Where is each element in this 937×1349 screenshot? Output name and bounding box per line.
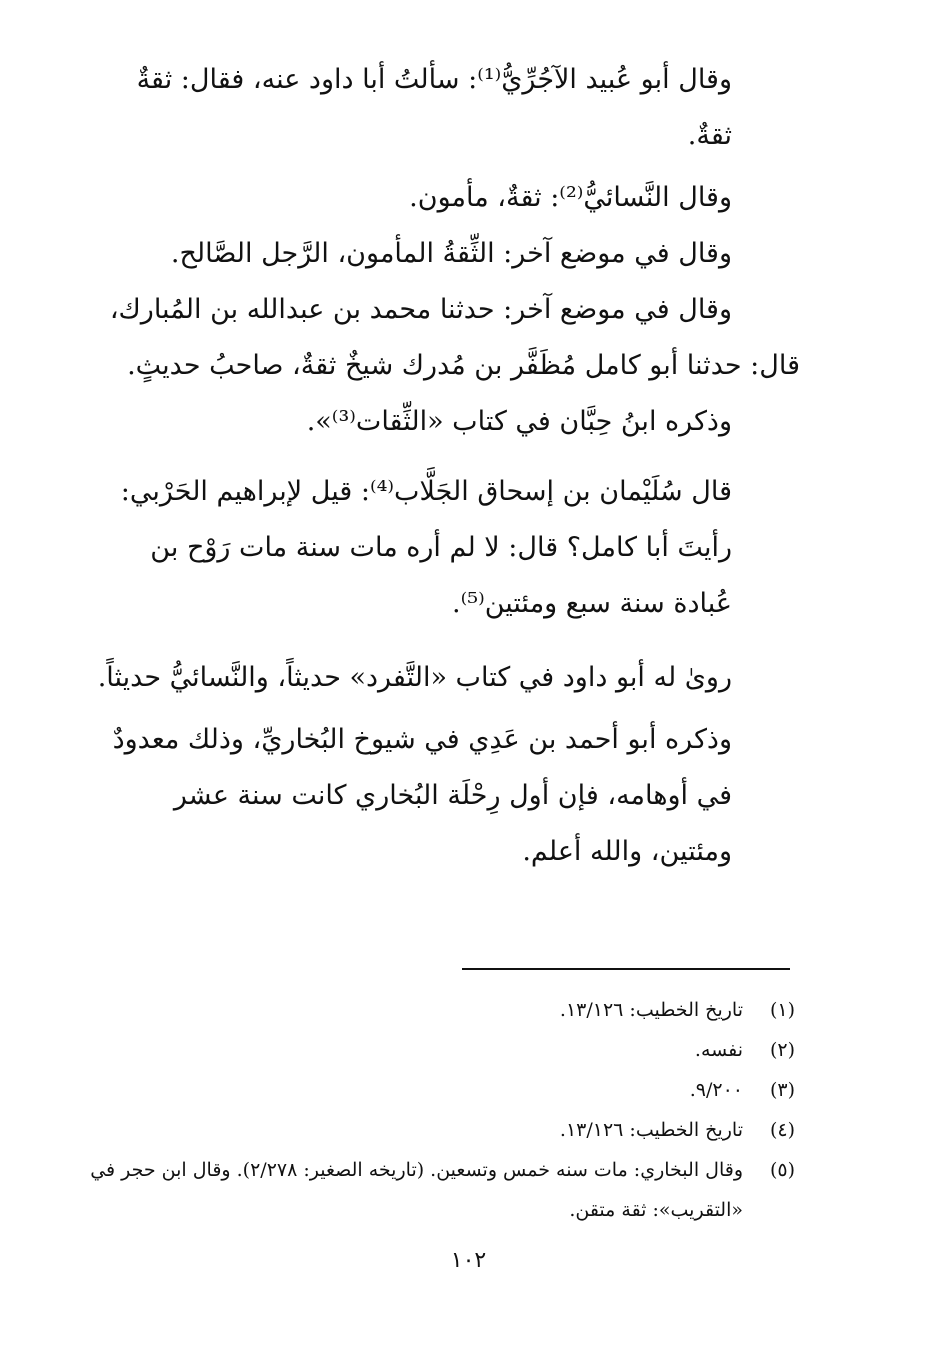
footnote-number: (١) (769, 999, 795, 1021)
footnote-3 (80, 1070, 795, 1110)
paragraph-ibn-hibban: وذكره ابنُ حِبَّان في كتاب «الثِّقات⁽³⁾». (306, 406, 732, 437)
footnote-number: (٣) (769, 1079, 795, 1101)
footnote-4 (80, 1110, 795, 1150)
paragraph-abu-dawud: روىٰ له أبو داود في كتاب «التَّفرد» حديثاً، والنَّسائيُّ حديثاً. (97, 662, 732, 693)
paragraph-ibn-adi: وذكره أبو أحمد بن عَدِي في شيوخ البُخاريِّ، وذلك معدودٌ في أوهامه، فإن أول رِحْلَة البُخاري كانت سنة عشر ومئتين، والله أعلم. (112, 724, 732, 867)
footnote-2 (80, 1030, 795, 1070)
footnote-text: تاريخ الخطيب: ١٣/١٢٦. (559, 1119, 743, 1141)
footnotes (80, 990, 795, 1230)
footnote-divider (462, 968, 790, 970)
paragraph-abu-kamil: قال: حدثنا أبو كامل مُظَفَّر بن مُدرك شيخٌ ثقةٌ، صاحبُ حديثٍ. (127, 350, 800, 381)
footnote-number: (٤) (769, 1119, 795, 1141)
footnote-text: ٩/٢٠٠. (689, 1079, 743, 1101)
paragraph-ajurri: وقال أبو عُبيد الآجُرِّيُّ⁽¹⁾: سألتُ أبا داود عنه، فقال: ثقةٌ ثقةٌ. (136, 64, 732, 151)
page-number: ١٠٢ (450, 1248, 487, 1273)
paragraph-jallab: قال سُلَيْمان بن إسحاق الجَلَّاب⁽⁴⁾: قيل لإبراهيم الحَرْبي: رأيتَ أبا كامل؟ قال: لا لم أره مات سنة مات رَوْح بن عُبادة سنة سبع ومئتين⁽⁵⁾. (120, 476, 732, 619)
footnote-number: (٥) (769, 1159, 795, 1181)
footnote-text: تاريخ الخطيب: ١٣/١٢٦. (559, 999, 743, 1021)
footnote-number: (٢) (769, 1039, 795, 1061)
main-text (95, 52, 800, 880)
paragraph-nasai: وقال النَّسائيُّ⁽²⁾: ثقةٌ، مأمون. (409, 182, 732, 213)
paragraph-nasai-other-2: وقال في موضع آخر: حدثنا محمد بن عبدالله بن المُبارك، (109, 294, 732, 325)
footnote-text: نفسه. (694, 1039, 743, 1061)
footnote-1 (80, 990, 795, 1030)
footnote-text: وقال البخاري: مات سنه خمس وتسعين. (تاريخه الصغير: ٢/٢٧٨). وقال ابن حجر في «التقريب»: ثقة متقن. (90, 1159, 743, 1221)
footnote-5 (80, 1150, 795, 1230)
paragraph-nasai-other-1: وقال في موضع آخر: الثِّقةُ المأمون، الرَّجل الصَّالح. (170, 238, 732, 269)
